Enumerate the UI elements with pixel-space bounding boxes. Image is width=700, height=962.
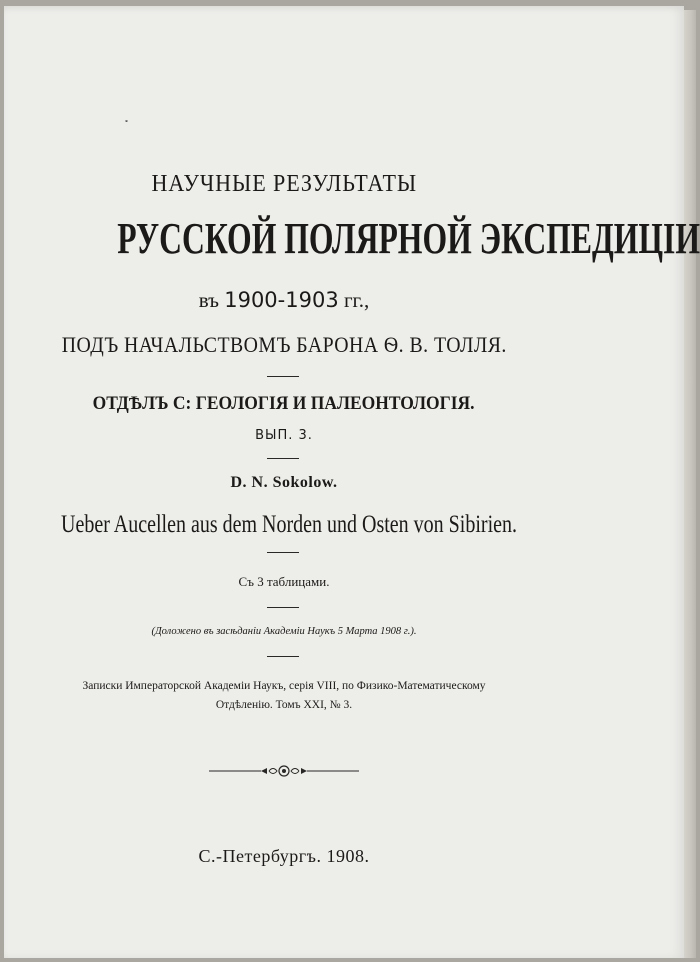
title-line-3 (4, 288, 564, 313)
plates-note: Съ 3 таблицами. (238, 574, 330, 589)
ornament-divider (209, 764, 359, 778)
title-line-4-text: ПОДЪ НАЧАЛЬСТВОМЪ БАРОНА Ѳ. В. ТОЛЛЯ. (61, 332, 507, 357)
series-note-line-1: Записки Императорской Академіи Наукъ, серія VIII, по Физико-Математическому (82, 680, 486, 692)
title-line-3-years: 1900-1903 (224, 288, 339, 312)
title-line-4 (4, 332, 564, 358)
series-note-line-2: Отдѣленію. Томъ XXI, № 3. (215, 699, 353, 711)
title-page (4, 6, 700, 958)
title-line-1 (4, 171, 564, 198)
work-title (4, 511, 564, 539)
series-note (4, 677, 564, 715)
issue-number: ВЫП. 3. (255, 428, 313, 443)
presented-note: (Доложено въ засѣданіи Академіи Наукъ 5 Марта 1908 г.). (151, 626, 417, 637)
work-title-text: Ueber Aucellen aus dem Norden und Osten von Sibirien. (61, 511, 518, 538)
title-line-3-suffix: гг., (343, 288, 370, 312)
title-line-2 (4, 213, 700, 264)
divider-rule-5 (267, 656, 299, 657)
title-line-3-prefix: въ (198, 288, 219, 312)
section-heading-text: ОТДѢЛЪ С: ГЕОЛОГІЯ И ПАЛЕОНТОЛОГІЯ. (93, 393, 475, 414)
divider-rule-2 (267, 458, 299, 459)
ink-speck: ˟ (124, 120, 129, 131)
section-heading (4, 393, 564, 415)
divider-rule-4 (267, 607, 299, 608)
title-line-2-text: РУССКОЙ ПОЛЯРНОЙ ЭКСПЕДИЦІИ (117, 214, 700, 263)
imprint: С.-Петербургъ. 1908. (198, 846, 370, 866)
title-line-1-text: НАУЧНЫЕ РЕЗУЛЬТАТЫ (151, 171, 417, 197)
page-edge (682, 10, 696, 958)
divider-rule-1 (267, 376, 299, 377)
author-name: D. N. Sokolow. (230, 474, 338, 491)
divider-rule-3 (267, 552, 299, 553)
